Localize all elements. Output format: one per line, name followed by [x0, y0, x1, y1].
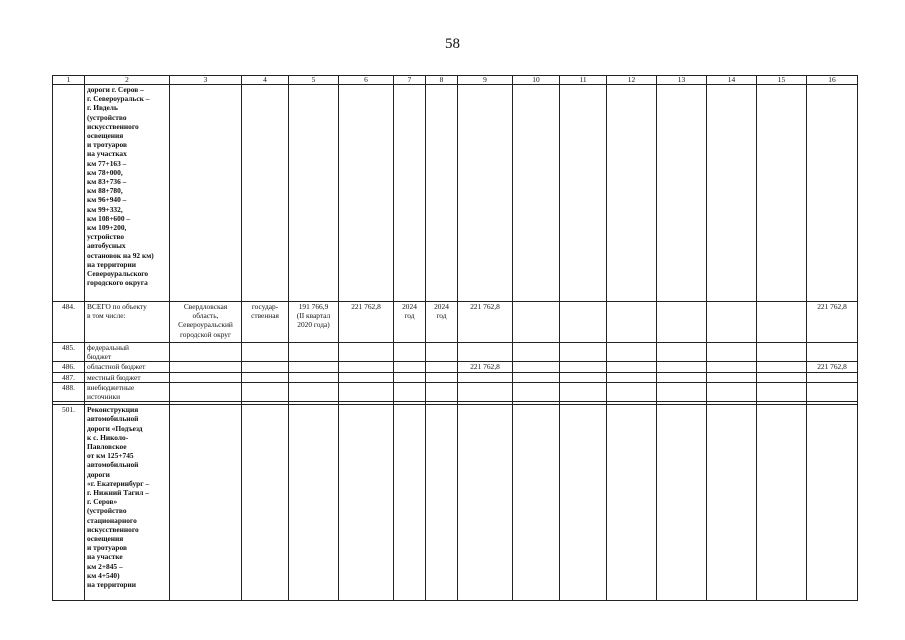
col-header: 8 [426, 76, 458, 85]
object-description: дороги г. Серов – г. Североуральск – г. Ивдель (устройство искусственного освещения и тротуаров на участках км 77+163 – км 78+000, км 83+736 – км 88+780, км 96+940 – км 99+332, км 108+600 – км 109+200, устройство автобусных остановок на 92 км) на территории Североуральского городского округа [85, 85, 170, 302]
col-header: 3 [170, 76, 242, 85]
col-header: 13 [657, 76, 707, 85]
row-label: федеральный бюджет [85, 343, 170, 362]
page-number: 58 [445, 36, 460, 52]
table-row [53, 343, 858, 362]
amount-cell [807, 343, 858, 362]
amount-cell [458, 382, 513, 401]
row-number: 488. [53, 382, 85, 401]
col-header: 2 [85, 76, 170, 85]
col-header: 1 [53, 76, 85, 85]
col-header: 15 [757, 76, 807, 85]
row-number: 487. [53, 372, 85, 382]
location-cell: Свердловская область, Североуральский городской округ [170, 302, 242, 343]
table-row [53, 302, 858, 343]
row-number: 486. [53, 362, 85, 372]
object-description: Реконструкция автомобильной дороги «Подъезд к с. Николо- Павловское от км 125+745 автомобильной дороги «г. Екатеринбург – г. Нижний Тагил – г. Серов» (устройство стационарного искусственного освещения и тротуаров на участке км 2+845 – км 4+540) на территории [85, 405, 170, 601]
amount-cell: 221 762,8 [458, 362, 513, 372]
table-row [53, 372, 858, 382]
amount-cell: 221 762,8 [807, 302, 858, 343]
col-header: 11 [560, 76, 607, 85]
amount-cell [807, 382, 858, 401]
col-header: 12 [607, 76, 657, 85]
amount-cell: 221 762,8 [807, 362, 858, 372]
table-row [53, 362, 858, 372]
end-year-cell: 2024 год [426, 302, 458, 343]
col-header: 7 [394, 76, 426, 85]
col-header: 5 [289, 76, 339, 85]
amount-cell [807, 372, 858, 382]
col-header: 4 [242, 76, 289, 85]
col-header: 16 [807, 76, 858, 85]
col-header: 10 [513, 76, 560, 85]
amount-cell: 221 762,8 [458, 302, 513, 343]
row-number: 484. [53, 302, 85, 343]
col-header: 14 [707, 76, 757, 85]
row-number: 485. [53, 343, 85, 362]
column-number-header [53, 76, 858, 85]
row-label: областной бюджет [85, 362, 170, 372]
table-row-continued [53, 85, 858, 302]
total-cost-cell: 221 762,8 [339, 302, 394, 343]
investment-table [52, 75, 858, 601]
row-label: внебюджетные источники [85, 382, 170, 401]
ownership-cell: государ- ственная [242, 302, 289, 343]
row-number: 501. [53, 405, 85, 601]
estimated-cost-cell: 191 766,9 (II квартал 2020 года) [289, 302, 339, 343]
col-header: 9 [458, 76, 513, 85]
row-label: местный бюджет [85, 372, 170, 382]
col-header: 6 [339, 76, 394, 85]
amount-cell [458, 343, 513, 362]
table-row [53, 382, 858, 401]
table-row-object [53, 405, 858, 601]
row-label: ВСЕГО по объекту в том числе: [85, 302, 170, 343]
start-year-cell: 2024 год [394, 302, 426, 343]
amount-cell [458, 372, 513, 382]
